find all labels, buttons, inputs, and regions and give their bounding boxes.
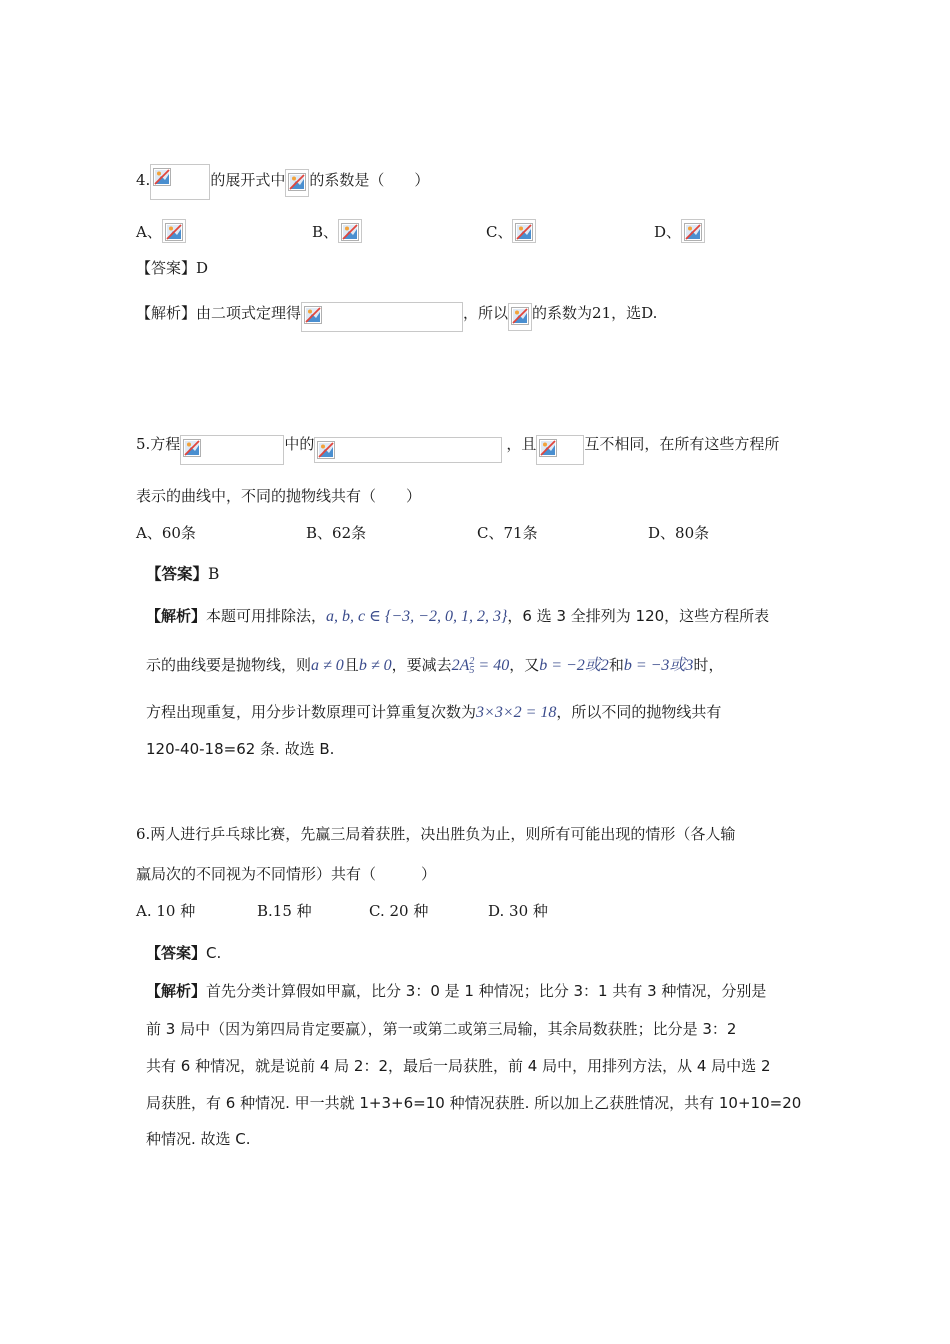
q5-stem-line2: 表示的曲线中，不同的抛物线共有（ ）: [136, 487, 422, 505]
q4-option-d: [654, 219, 705, 243]
q4-option-a: [136, 219, 186, 243]
q6-option-c: C. 20 种: [369, 902, 429, 920]
q5-option-a: A、60条: [136, 524, 196, 542]
q5-analysis-line4: 120-40-18=62 条. 故选 B.: [146, 740, 335, 758]
broken-image-icon: [515, 223, 533, 241]
q5-stem-part-a: 5.方程: [136, 435, 181, 453]
analysis-text: 方程出现重复，用分步计数原理可计算重复次数为: [146, 703, 477, 721]
q5-b-values-formula-1: b = −2或2: [539, 657, 609, 674]
q4-stem-part-b: 的系数是（ ）: [309, 171, 430, 189]
q6-analysis-line4: 局获胜，有 6 种情况. 甲一共就 1+3+6=10 种情况获胜. 所以加上乙获胜情况，共有 10+10=20: [146, 1094, 802, 1112]
q4-number: 4.: [136, 171, 151, 189]
option-label: D、: [654, 222, 682, 241]
option-label: A、: [136, 222, 162, 241]
q4-analysis-part-c: 的系数为21，选D.: [532, 304, 658, 322]
q5-b-nonzero-formula: b ≠ 0: [358, 657, 392, 674]
q5-answer-label: 【答案】: [146, 564, 209, 583]
q6-stem-line1: 6.两人进行乒乓球比赛，先赢三局着获胜，决出胜负为止，则所有可能出现的情形（各人输: [136, 825, 736, 843]
q5-answer: [146, 564, 219, 584]
q4-option-a-image: [162, 219, 186, 243]
q6-analysis-line3: 共有 6 种情况，就是说前 4 局 2：2，最后一局获胜，前 4 局中，用排列方法，从 4 局中选 2: [146, 1057, 771, 1075]
formula-base: 2A: [451, 657, 470, 674]
q4-stem-part-a: 的展开式中: [210, 171, 286, 189]
formula-sub: 5: [469, 665, 475, 677]
q5-permutation-formula: [451, 656, 510, 677]
q5-stem-part-c: ，且: [506, 435, 537, 453]
q4-option-d-image: [681, 219, 705, 243]
q5-option-d: D、80条: [648, 524, 710, 542]
q5-option-c: C、71条: [477, 524, 538, 542]
q4-analysis: [136, 294, 657, 332]
q6-stem-line2: 赢局次的不同视为不同情形）共有（ ）: [136, 865, 437, 883]
q4-option-b-image: [338, 219, 362, 243]
q4-expression-image: [150, 164, 210, 200]
q5-stem-part-d: 互不相同，在所有这些方程所: [584, 435, 780, 453]
q6-option-a: A. 10 种: [136, 902, 196, 920]
q4-stem: [136, 160, 429, 200]
q5-analysis-line2: [146, 655, 723, 676]
broken-image-icon: [539, 439, 557, 457]
analysis-text: 且: [343, 656, 359, 674]
q6-answer-value: C.: [206, 944, 222, 962]
q5-repeat-count-formula: 3×3×2 = 18: [476, 704, 557, 721]
q6-answer-label: 【答案】: [146, 944, 207, 962]
q5-equation-image: [180, 435, 284, 465]
analysis-text: ，要减去: [391, 656, 452, 674]
q5-set-formula: a, b, c ∈ {−3, −2, 0, 1, 2, 3}: [326, 608, 508, 625]
q5-analysis-line1: [146, 606, 769, 627]
q5-a-nonzero-formula: a ≠ 0: [311, 657, 344, 674]
q5-coefficient-set-image: [314, 437, 502, 463]
analysis-text: 首先分类计算假如甲赢，比分 3：0 是 1 种情况；比分 3：1 共有 3 种情况，分别是: [206, 982, 767, 1000]
q6-option-b: B.15 种: [257, 902, 312, 920]
broken-image-icon: [288, 173, 306, 191]
formula-sup: 2: [469, 656, 475, 668]
option-label: C、: [486, 222, 513, 241]
q5-answer-value: B: [208, 565, 220, 583]
q6-analysis-line2: 前 3 局中（因为第四局肯定要赢），第一或第二或第三局输，其余局数获胜；比分是 3：2: [146, 1020, 737, 1038]
q4-option-c-image: [512, 219, 536, 243]
q6-analysis-line5: 种情况. 故选 C.: [146, 1130, 251, 1148]
q4-expansion-image: [301, 302, 463, 332]
q5-analysis-label: 【解析】: [146, 607, 207, 625]
q5-option-b: B、62条: [306, 524, 367, 542]
analysis-text: 本题可用排除法，: [206, 607, 327, 625]
analysis-text: ，6 选 3 全排列为 120，这些方程所表: [507, 607, 770, 625]
q5-abc-image: [536, 435, 584, 465]
q6-answer: [146, 943, 221, 963]
q4-answer: 【答案】D: [136, 259, 209, 277]
q5-analysis-line3: [146, 702, 721, 723]
broken-image-icon: [341, 223, 359, 241]
q6-analysis-line1: [146, 981, 766, 1001]
analysis-text: 示的曲线要是抛物线，则: [146, 656, 312, 674]
broken-image-icon: [511, 307, 529, 325]
broken-image-icon: [317, 441, 335, 459]
q4-option-b: [312, 219, 362, 243]
broken-image-icon: [304, 306, 322, 324]
q5-stem: [136, 423, 779, 465]
q5-b-values-formula-2: b = −3或3: [623, 657, 694, 674]
broken-image-icon: [183, 439, 201, 457]
q4-analysis-part-b: ，所以: [463, 304, 509, 322]
q5-stem-part-b: 中的: [284, 435, 315, 453]
formula-tail: = 40: [474, 657, 510, 674]
analysis-text: ，又: [509, 656, 540, 674]
q6-analysis-label: 【解析】: [146, 982, 207, 1000]
q4-term-image: [285, 169, 309, 197]
analysis-text: ，所以不同的抛物线共有: [556, 703, 722, 721]
analysis-text: 时，: [693, 656, 724, 674]
q6-option-d: D. 30 种: [488, 902, 548, 920]
broken-image-icon: [153, 168, 171, 186]
analysis-text: 和: [608, 656, 624, 674]
option-label: B、: [312, 222, 339, 241]
broken-image-icon: [684, 223, 702, 241]
q4-analysis-part-a: 【解析】由二项式定理得: [136, 304, 302, 322]
broken-image-icon: [165, 223, 183, 241]
q4-analysis-term-image: [508, 303, 532, 331]
q4-option-c: [486, 219, 536, 243]
